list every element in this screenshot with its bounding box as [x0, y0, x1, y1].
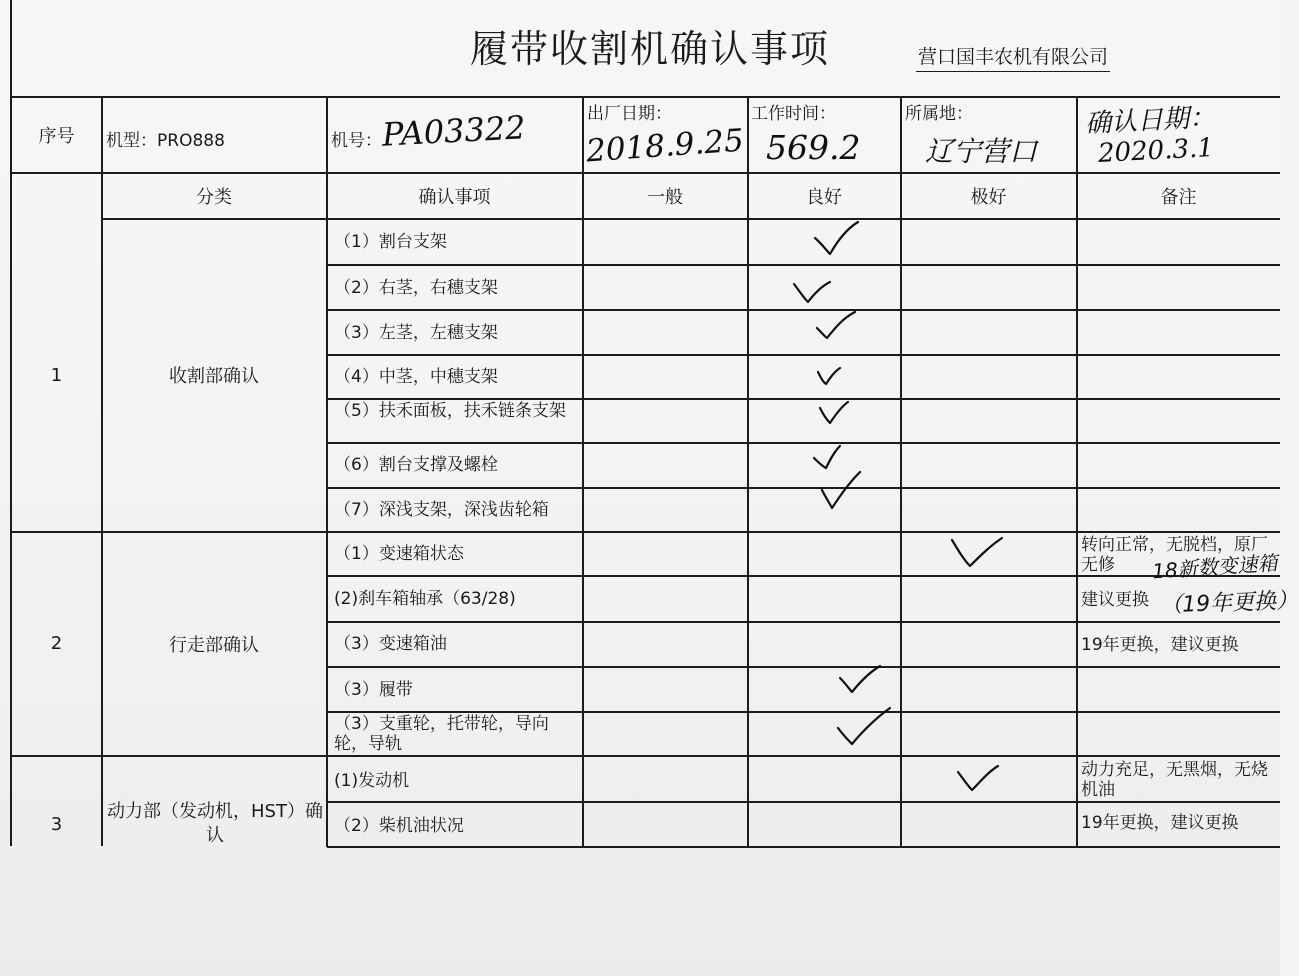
checkmark-icon [818, 400, 850, 426]
col-item: 确认事项 [418, 187, 491, 208]
section-2-item-5: （3）支重轮，托带轮，导向轮，导轨 [334, 714, 549, 754]
header-machine-no-value: PA03322 [381, 108, 527, 154]
section-1-item-1: （1）割台支架 [334, 232, 447, 252]
checkmark-icon [815, 310, 857, 340]
header-model: 机型：PRO888 [106, 131, 225, 151]
section-2-name: 行走部确认 [169, 634, 259, 656]
section-2-remark-2-handwritten: （19年更换） [1159, 588, 1299, 619]
section-2-no: 2 [50, 633, 63, 654]
checkmark-icon [816, 364, 842, 386]
checkmark-icon [950, 536, 1004, 570]
section-2-remark-1: 转向正常，无脱档，原厂无修 [1081, 535, 1268, 575]
checkmark-icon [792, 280, 832, 306]
section-2-remark-3: 19年更换，建议更换 [1081, 635, 1239, 655]
section-3-remark-1: 动力充足，无黑烟，无烧机油 [1081, 760, 1268, 800]
section-2-remark-1-handwritten: 18新数变速箱 [1151, 550, 1279, 584]
checkmark-icon [812, 220, 862, 260]
section-3-name: 动力部（发动机，HST）确认 [107, 801, 323, 846]
section-1-item-7: （7）深浅支架，深浅齿轮箱 [334, 500, 549, 520]
header-machine-no-label: 机号： [331, 131, 382, 151]
header-factory-date-label: 出厂日期： [587, 104, 672, 124]
section-2-remark-2: 建议更换 [1081, 590, 1149, 610]
col-good: 良好 [806, 187, 842, 208]
header-location-value: 辽宁营口 [925, 135, 1038, 168]
form-title: 履带收割机确认事项 [470, 27, 831, 71]
section-2-item-2: (2)刹车箱轴承（63/28) [334, 589, 516, 609]
header-work-hours-value: 569.2 [766, 128, 861, 167]
section-1-item-5: （5）扶禾面板，扶禾链条支架 [334, 401, 566, 421]
checkmark-icon [820, 470, 862, 512]
section-3-item-1: (1)发动机 [334, 771, 410, 791]
col-excellent: 极好 [970, 187, 1007, 208]
section-1-no: 1 [50, 364, 63, 386]
section-1-item-2: （2）右茎，右穗支架 [334, 278, 498, 298]
header-location-label: 所属地： [905, 104, 973, 124]
checkmark-icon [836, 706, 892, 746]
company-name: 营口国丰农机有限公司 [916, 42, 1110, 72]
header-work-hours-label: 工作时间： [751, 104, 836, 124]
section-1-item-3: （3）左茎，左穗支架 [334, 323, 498, 343]
col-general: 一般 [647, 187, 683, 208]
col-remarks: 备注 [1160, 187, 1197, 208]
section-1-item-4: （4）中茎，中穗支架 [334, 367, 498, 387]
section-1-name: 收割部确认 [169, 366, 259, 387]
section-2-item-3: （3）变速箱油 [334, 634, 447, 654]
section-2-item-1: （1）变速箱状态 [334, 544, 464, 564]
header-seq: 序号 [38, 126, 75, 147]
header-factory-date-value: 2018.9.25 [584, 122, 745, 170]
section-3-remark-2: 19年更换，建议更换 [1081, 813, 1239, 833]
checkmark-icon [812, 444, 842, 470]
col-category: 分类 [196, 187, 232, 208]
checkmark-icon [838, 664, 882, 694]
section-3-no: 3 [50, 813, 63, 835]
section-2-item-4: （3）履带 [334, 680, 413, 700]
section-3-item-2: （2）柴机油状况 [334, 816, 464, 836]
header-confirm-date-label: 确认日期： [1084, 102, 1216, 140]
section-1-item-6: （6）割台支撑及螺栓 [334, 455, 498, 475]
checkmark-icon [956, 764, 1000, 794]
header-confirm-date-value: 2020.3.1 [1097, 132, 1215, 170]
